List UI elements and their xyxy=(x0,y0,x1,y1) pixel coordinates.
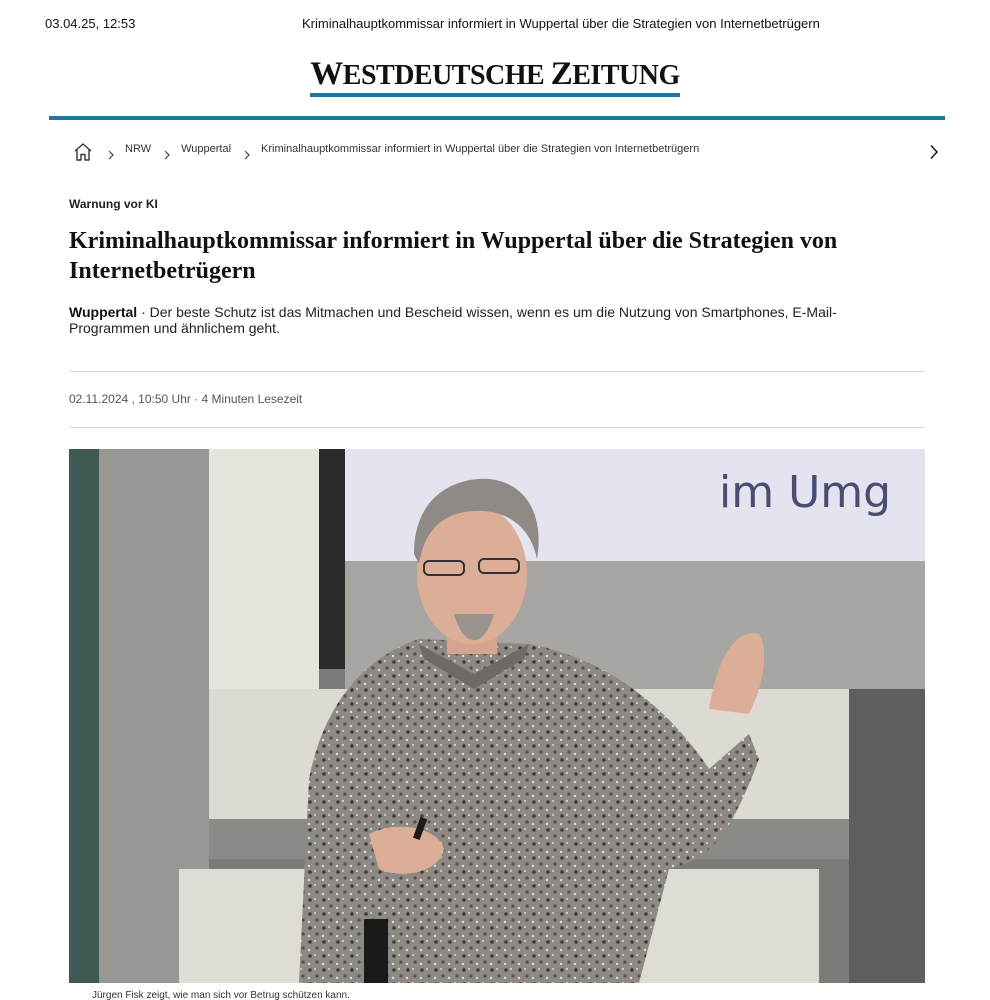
logo-text-part1: ESTDEUTSCHE xyxy=(342,60,551,91)
chevron-right-icon xyxy=(239,147,255,163)
logo-initial-w: W xyxy=(310,56,343,92)
print-page-title: Kriminalhauptkommissar informiert in Wuppertal über die Strategien von Internetbetrügern xyxy=(302,16,820,31)
article-headline: Kriminalhauptkommissar informiert in Wuppertal über die Strategien von Internetbetrügern xyxy=(69,228,838,284)
breadcrumb-scroll-right-icon[interactable] xyxy=(929,142,945,162)
article-kicker: Warnung vor KI xyxy=(69,197,158,211)
print-datetime: 03.04.25, 12:53 xyxy=(45,16,136,31)
article-photo[interactable] xyxy=(69,449,925,983)
print-header xyxy=(0,16,990,32)
site-logo[interactable] xyxy=(310,56,679,97)
divider xyxy=(69,427,925,428)
article-dateline: Wuppertal xyxy=(69,304,138,320)
breadcrumb-item-nrw[interactable]: NRW xyxy=(125,143,152,155)
article-teaser-text: · Der beste Schutz ist das Mitmachen und Bescheid wissen, wenn es um die Nutzung von Smartphones, E-Mail-Programmen und ähnlichem geht. xyxy=(69,304,837,336)
slide-text: im Umg xyxy=(719,467,892,518)
logo-text-part2: EITUNG xyxy=(572,60,680,91)
chevron-right-icon xyxy=(103,147,119,163)
article-teaser xyxy=(69,304,869,336)
photo-caption: Jürgen Fisk zeigt, wie man sich vor Betrug schützen kann. xyxy=(92,990,350,1000)
breadcrumb-current: Kriminalhauptkommissar informiert in Wuppertal über die Strategien von Internetbetrügern xyxy=(261,143,700,155)
divider xyxy=(69,371,925,372)
header-accent-rule xyxy=(49,116,945,120)
article-meta: 02.11.2024 , 10:50 Uhr · 4 Minuten Lesezeit xyxy=(69,392,303,406)
chevron-right-icon xyxy=(159,147,175,163)
breadcrumb xyxy=(73,140,945,164)
masthead xyxy=(0,56,990,97)
logo-initial-z: Z xyxy=(550,56,573,92)
breadcrumb-item-wuppertal[interactable]: Wuppertal xyxy=(181,143,232,155)
home-icon[interactable] xyxy=(73,141,95,163)
